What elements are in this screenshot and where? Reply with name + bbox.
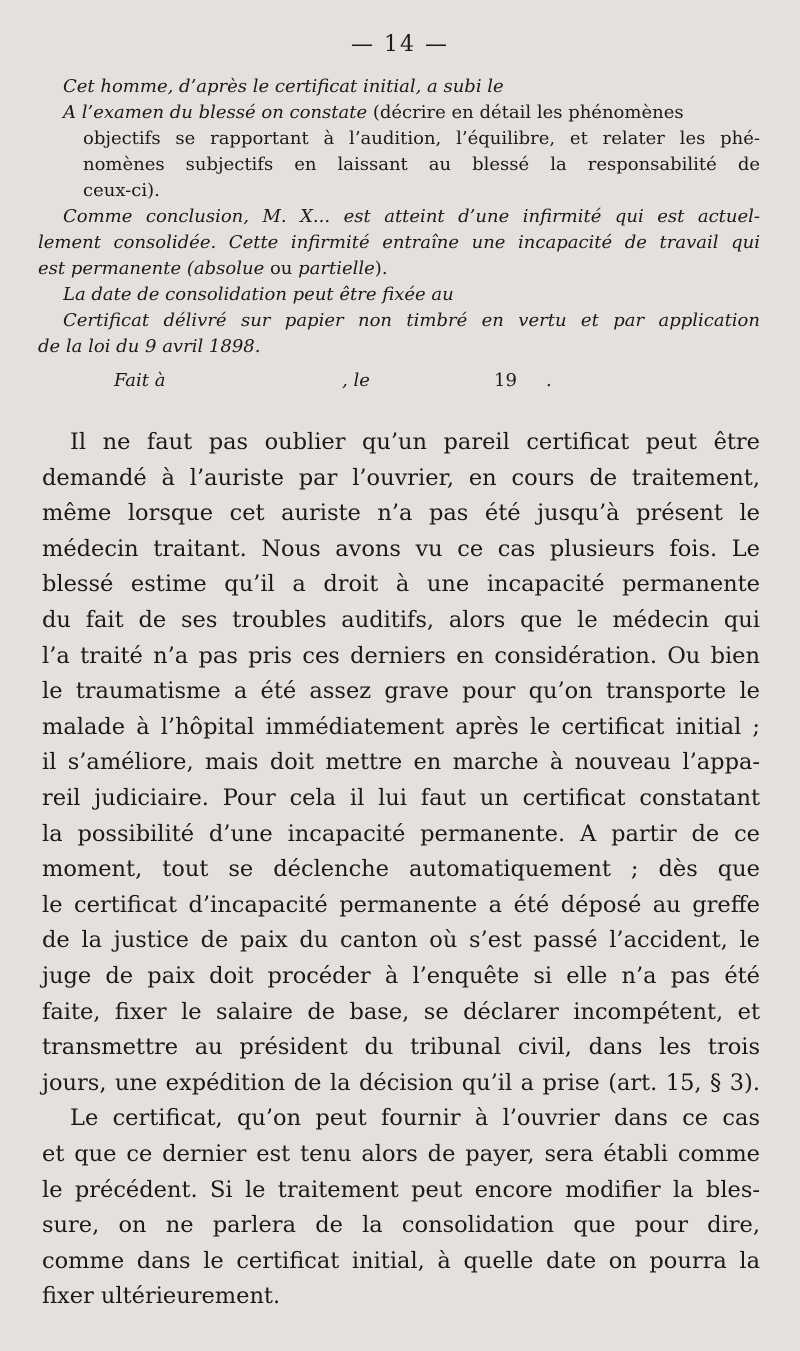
text-line: le traumatisme a été assez grave pour qu’on transporte le (42, 678, 760, 705)
text-line: faite, fixer le salaire de base, se déclarer incompétent, et (42, 998, 760, 1025)
form-line: de la loi du 9 avril 1898. (38, 336, 261, 357)
text-line: médecin traitant. Nous avons vu ce cas plusieurs fois. Le (42, 535, 760, 562)
text-line: la possibilité d’une incapacité permanente. A partir de ce (42, 820, 760, 847)
form-line: Certificat délivré sur papier non timbré en vertu et par application (63, 310, 760, 331)
text-line: juge de paix doit procéder à l’enquête si elle n’a pas été (42, 963, 760, 989)
text-line: le précédent. Si le traitement peut encore modifier la bles- (42, 1176, 760, 1203)
text-line: transmettre au président du tribunal civil, dans les trois (42, 1034, 760, 1061)
text-line: jours, une expédition de la décision qu’il a prise (art. 15, § 3). (42, 1069, 760, 1096)
form-line (38, 256, 760, 282)
text-line: du fait de ses troubles auditifs, alors que le médecin qui (42, 607, 760, 633)
form-line: nomènes subjectifs en laissant au blessé la responsabilité de (83, 154, 760, 175)
sign-dot: . (546, 370, 552, 391)
text-line: comme dans le certificat initial, à quelle date on pourra la (42, 1247, 760, 1274)
text-line: moment, tout se déclenche automatiquement ; dès que (42, 856, 760, 883)
text-line: Le certificat, qu’on peut fournir à l’ouvrier dans ce cas (70, 1105, 760, 1132)
text-line: demandé à l’auriste par l’ouvrier, en cours de traitement, (42, 464, 760, 491)
form-text: ). (374, 258, 388, 279)
text-line: reil judiciaire. Pour cela il lui faut un certificat constatant (42, 785, 760, 811)
text-line: sure, on ne parlera de la consolidation que pour dire, (42, 1212, 760, 1239)
form-text-italic: est permanente ( (38, 258, 194, 279)
text-line: même lorsque cet auriste n’a pas été jusqu’à présent le (42, 500, 760, 527)
text-line: blessé estime qu’il a droit à une incapacité permanente (42, 571, 760, 598)
form-text-italic: partielle (298, 258, 375, 279)
form-text-italic: A l’examen du blessé on constate (63, 102, 368, 123)
form-line: lement consolidée. Cette infirmité entraîne une incapacité de travail qui (38, 232, 760, 253)
form-line: objectifs se rapportant à l’audition, l’équilibre, et relater les phé- (83, 128, 760, 149)
sign-date-label: , le (342, 370, 370, 391)
form-text: (décrire en détail les phénomènes (367, 102, 684, 123)
sign-year: 19 (494, 370, 517, 391)
page-number: — 14 — (351, 32, 449, 57)
text-line: et que ce dernier est tenu alors de payer, sera établi comme (42, 1141, 760, 1167)
text-line: fixer ultérieurement. (42, 1283, 281, 1310)
text-line: l’a traité n’a pas pris ces derniers en considération. Ou bien (42, 642, 760, 669)
text-line: malade à l’hôpital immédiatement après le certificat initial ; (42, 713, 760, 740)
text-line: le certificat d’incapacité permanente a été déposé au greffe (42, 891, 760, 918)
signature-line (114, 370, 714, 396)
form-text: ou (264, 258, 299, 279)
sign-place-label: Fait à (114, 370, 166, 391)
form-line: La date de consolidation peut être fixée au (63, 284, 454, 305)
form-line (63, 100, 760, 126)
text-line: il s’améliore, mais doit mettre en marche à nouveau l’appa- (42, 749, 760, 776)
form-line: ceux-ci). (83, 180, 160, 201)
form-line: Comme conclusion, M. X... est atteint d’une infirmité qui est actuel- (63, 206, 760, 227)
text-line: Il ne faut pas oublier qu’un pareil certificat peut être (70, 429, 760, 455)
text-line: de la justice de paix du canton où s’est passé l’accident, le (42, 927, 760, 954)
form-line: Cet homme, d’après le certificat initial, a subi le (63, 76, 504, 97)
form-text-italic: absolue (193, 258, 265, 279)
